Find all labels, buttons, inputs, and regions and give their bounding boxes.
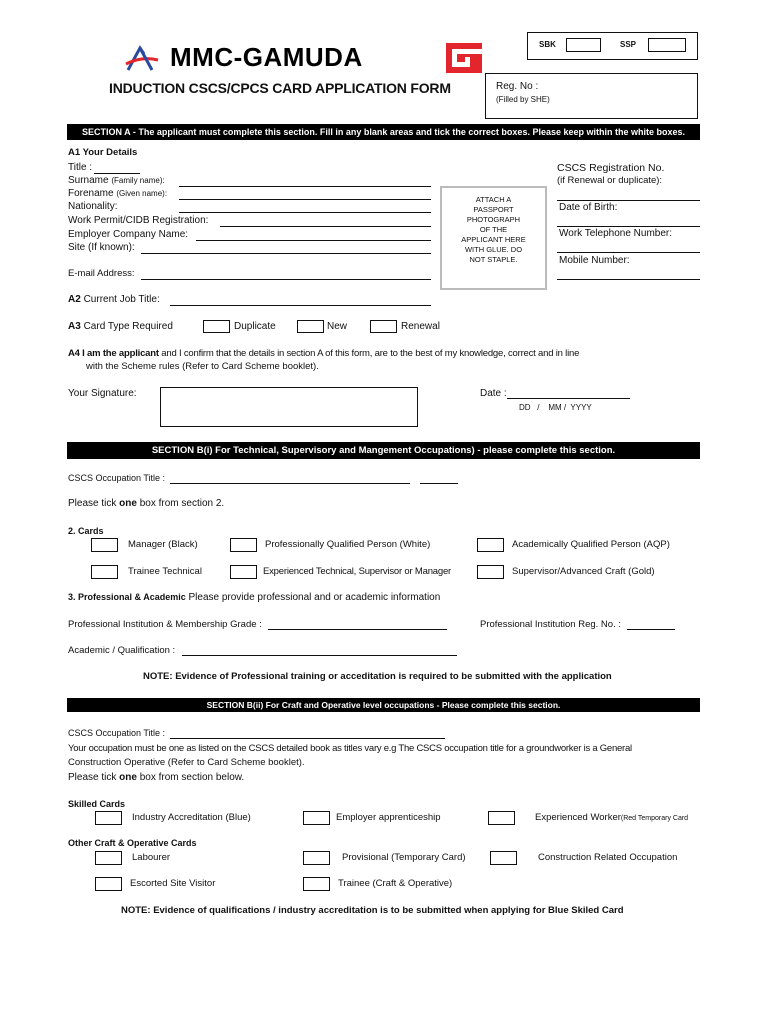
supervisor-checkbox[interactable] bbox=[477, 565, 504, 579]
employer-apprenticeship-label: Employer apprenticeship bbox=[336, 812, 441, 823]
sbk-field[interactable] bbox=[566, 38, 601, 52]
logo-emblem-icon bbox=[124, 44, 160, 74]
permit-label: Work Permit/CIDB Registration: bbox=[68, 215, 209, 226]
photo-text-line: ATTACH A bbox=[475, 195, 512, 204]
a4-statement: A4 I am the applicant and I confirm that the details in section A of this form, are to the best of my knowledge, correct and in line bbox=[68, 348, 580, 359]
aqp-label: Academically Qualified Person (AQP) bbox=[512, 539, 670, 550]
date-label: Date : bbox=[480, 388, 507, 399]
renewal-label: Renewal bbox=[401, 321, 440, 332]
trainee-craft-label: Trainee (Craft & Operative) bbox=[338, 878, 453, 889]
escorted-visitor-label: Escorted Site Visitor bbox=[130, 878, 216, 889]
experienced-technical-checkbox[interactable] bbox=[230, 565, 257, 579]
work-tel-label: Work Telephone Number: bbox=[559, 228, 673, 239]
construction-related-checkbox[interactable] bbox=[490, 851, 517, 865]
email-field[interactable] bbox=[141, 279, 431, 280]
photo-text-line: APPLICANT HERE bbox=[461, 235, 526, 244]
a2-label: A2 Current Job Title: bbox=[68, 294, 160, 305]
bii-para-line2: Construction Operative (Refer to Card Scheme booklet). bbox=[68, 757, 305, 768]
new-label: New bbox=[327, 321, 348, 332]
mobile-field[interactable] bbox=[557, 279, 700, 280]
ssp-label: SSP bbox=[620, 40, 637, 49]
bii-occupation-label: CSCS Occupation Title : bbox=[68, 728, 166, 738]
other-heading: Other Craft & Operative Cards bbox=[68, 838, 197, 848]
employer-apprenticeship-checkbox[interactable] bbox=[303, 811, 330, 825]
job-title-field[interactable] bbox=[170, 305, 431, 306]
bi-occupation-field-2[interactable] bbox=[420, 483, 458, 484]
date-format: DD / MM / YYYY bbox=[519, 403, 592, 412]
dob-label: Date of Birth: bbox=[559, 202, 618, 213]
title-field[interactable] bbox=[94, 173, 140, 174]
email-label: E-mail Address: bbox=[68, 268, 135, 279]
dob-field[interactable] bbox=[557, 226, 700, 227]
manager-checkbox[interactable] bbox=[91, 538, 118, 552]
new-checkbox[interactable] bbox=[297, 320, 324, 333]
prof-inst-label: Professional Institution & Membership Grade : bbox=[68, 619, 262, 630]
bii-para-line1: Your occupation must be one as listed on the CSCS detailed book as titles vary e.g The CSCS occupation title for a groundworker is a General bbox=[68, 743, 632, 754]
duplicate-label: Duplicate bbox=[234, 321, 276, 332]
reg-no-label: Reg. No : bbox=[496, 81, 539, 92]
permit-field[interactable] bbox=[220, 226, 431, 227]
experienced-worker-label: Experienced Worker(Red Temporary Card bbox=[535, 812, 689, 823]
escorted-visitor-checkbox[interactable] bbox=[95, 877, 122, 891]
supervisor-label: Supervisor/Advanced Craft (Gold) bbox=[512, 566, 655, 577]
cards-heading: 2. Cards bbox=[68, 526, 104, 536]
photo-text-line: WITH GLUE. DO bbox=[464, 245, 523, 254]
bii-occupation-field[interactable] bbox=[170, 738, 445, 739]
site-field[interactable] bbox=[141, 253, 431, 254]
academic-label: Academic / Qualification : bbox=[68, 645, 176, 656]
form-title: INDUCTION CSCS/CPCS CARD APPLICATION FORM bbox=[109, 80, 451, 96]
bii-tick-instruction: Please tick one box from section below. bbox=[68, 772, 245, 783]
pqp-checkbox[interactable] bbox=[230, 538, 257, 552]
work-tel-field[interactable] bbox=[557, 252, 700, 253]
construction-related-label: Construction Related Occupation bbox=[538, 852, 678, 863]
employer-label: Employer Company Name: bbox=[68, 229, 189, 240]
cscs-reg-label: CSCS Registration No. bbox=[557, 162, 665, 174]
employer-field[interactable] bbox=[196, 240, 431, 241]
mobile-label: Mobile Number: bbox=[559, 255, 630, 266]
company-logo bbox=[124, 42, 464, 78]
photo-text-line: PASSPORT bbox=[473, 205, 514, 214]
cscs-reg-note: (if Renewal or duplicate): bbox=[557, 175, 663, 186]
title-label: Title : bbox=[68, 162, 93, 173]
prof-reg-field[interactable] bbox=[627, 629, 675, 630]
nationality-label: Nationality: bbox=[68, 201, 118, 212]
cscs-reg-field[interactable] bbox=[557, 200, 700, 201]
ssp-field[interactable] bbox=[648, 38, 686, 52]
aqp-checkbox[interactable] bbox=[477, 538, 504, 552]
bii-note: NOTE: Evidence of qualifications / industry accreditation is to be submitted when applying for Blue Skiled Card bbox=[121, 905, 624, 916]
prof-heading: 3. Professional & Academic Please provide professional and or academic information bbox=[68, 592, 441, 603]
duplicate-checkbox[interactable] bbox=[203, 320, 230, 333]
bi-note: NOTE: Evidence of Professional training or acceditation is required to be submitted with the application bbox=[143, 671, 612, 682]
sbk-label: SBK bbox=[539, 40, 556, 49]
manager-label: Manager (Black) bbox=[128, 539, 198, 550]
reg-no-note: (Filled by SHE) bbox=[496, 95, 550, 104]
industry-accreditation-label: Industry Accreditation (Blue) bbox=[132, 812, 251, 823]
gamuda-mark-icon bbox=[446, 43, 482, 73]
prof-inst-field[interactable] bbox=[268, 629, 447, 630]
forename-label: Forename (Given name): bbox=[68, 188, 168, 199]
a4-statement-line2: with the Scheme rules (Refer to Card Scheme booklet). bbox=[86, 361, 319, 372]
section-bi-bar: SECTION B(i) For Technical, Supervisory and Mangement Occupations) - please complete this section. bbox=[67, 442, 700, 459]
bi-occupation-label: CSCS Occupation Title : bbox=[68, 473, 166, 483]
photo-text-line: NOT STAPLE. bbox=[469, 255, 518, 264]
signature-box[interactable] bbox=[160, 387, 418, 427]
trainee-technical-checkbox[interactable] bbox=[91, 565, 118, 579]
photo-box[interactable] bbox=[440, 186, 547, 290]
bi-tick-instruction: Please tick one box from section 2. bbox=[68, 498, 225, 509]
company-name: MMC-GAMUDA bbox=[170, 42, 363, 72]
industry-accreditation-checkbox[interactable] bbox=[95, 811, 122, 825]
nationality-field[interactable] bbox=[179, 212, 431, 213]
prof-reg-label: Professional Institution Reg. No. : bbox=[480, 619, 621, 630]
signature-label: Your Signature: bbox=[68, 388, 137, 399]
skilled-heading: Skilled Cards bbox=[68, 799, 126, 809]
renewal-checkbox[interactable] bbox=[370, 320, 397, 333]
section-bii-bar: SECTION B(ii) For Craft and Operative level occupations - Please complete this section. bbox=[67, 698, 700, 712]
pqp-label: Professionally Qualified Person (White) bbox=[265, 539, 431, 550]
photo-text-line: PHOTOGRAPH bbox=[466, 215, 521, 224]
surname-label: Surname (Family name): bbox=[68, 175, 165, 186]
academic-field[interactable] bbox=[182, 655, 457, 656]
a1-heading: A1 Your Details bbox=[68, 147, 138, 158]
provisional-checkbox[interactable] bbox=[303, 851, 330, 865]
a3-label: A3 Card Type Required bbox=[68, 321, 173, 332]
labourer-checkbox[interactable] bbox=[95, 851, 122, 865]
surname-field[interactable] bbox=[179, 186, 431, 187]
experienced-technical-label: Experienced Technical, Supervisor or Manager bbox=[263, 566, 451, 577]
section-a-bar: SECTION A - The applicant must complete this section. Fill in any blank areas and tick the correct boxes. Please keep within the white boxes. bbox=[67, 124, 700, 140]
site-label: Site (If known): bbox=[68, 242, 135, 253]
photo-text-line: OF THE bbox=[479, 225, 508, 234]
labourer-label: Labourer bbox=[132, 852, 171, 863]
forename-field[interactable] bbox=[179, 199, 431, 200]
trainee-technical-label: Trainee Technical bbox=[128, 566, 202, 577]
experienced-worker-checkbox[interactable] bbox=[488, 811, 515, 825]
trainee-craft-checkbox[interactable] bbox=[303, 877, 330, 891]
provisional-label: Provisional (Temporary Card) bbox=[342, 852, 466, 863]
bi-occupation-field[interactable] bbox=[170, 483, 410, 484]
date-field[interactable] bbox=[507, 398, 630, 399]
